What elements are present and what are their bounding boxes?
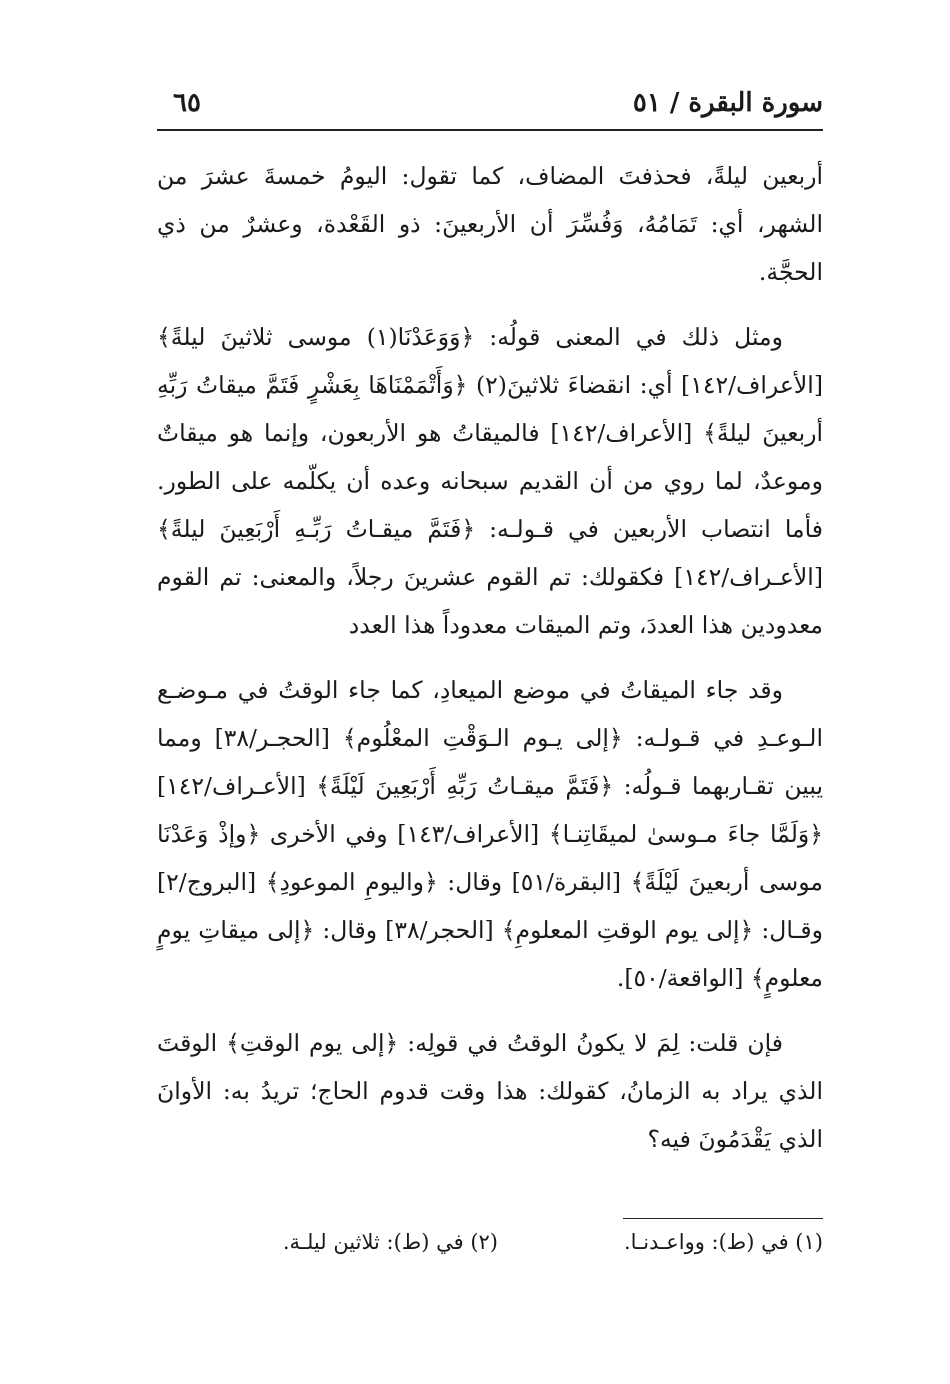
paragraph: أربعين ليلةً، فحذفتَ المضاف، كما تقول: اليومُ خمسةَ عشرَ من الشهر، أي: تَمَامُهُ، وَفُسِّرَ أن الأربعينَ: ذو القَعْدة، وعشرٌ من ذي الحجَّة. (157, 162, 823, 286)
header-divider (157, 129, 823, 131)
body-text (157, 152, 823, 1180)
paragraph: وقد جاء الميقاتُ في موضع الميعادِ، كما جاء الوقتُ في مـوضـع الـوعـدِ في قـولـه: ﴿إلى يـوم الـوَقْتِ المعْلُوم﴾ [الحجـر/٣٨] ومما يبين تقـاربهما قـولُه: ﴿فَتَمَّ ميقـاتُ رَبِّهِ أَرْبَعِينَ لَيْلَةً﴾ [الأعـراف/١٤٢] ﴿وَلَمَّا جاءَ مـوسىٰ لميقَاتِنـا﴾ [الأعراف/١٤٣] وفي الأخرى ﴿وإذْ وَعَدْنَا موسى أربعينَ لَيْلَةً﴾ [البقرة/٥١] وقال: ﴿واليومِ الموعودِ﴾ [البروج/٢] وقـال: ﴿إلى يوم الوقتِ المعلومِ﴾ [الحجر/٣٨] وقال: ﴿إلى ميقاتِ يومٍ معلومٍ﴾ [الواقعة/٥٠]. (157, 676, 823, 992)
page-number: ٦٥ (173, 88, 201, 118)
footnote-1: (١) في (ط): وواعـدنـا. (623, 1230, 823, 1254)
paragraph: ومثل ذلك في المعنى قولُه: ﴿وَوَعَدْنَا(١) موسى ثلاثينَ ليلةً﴾ [الأعراف/١٤٢] أي: انقضاءَ ثلاثينَ(٢) ﴿وَأَتْمَمْنَاهَا بِعَشْرٍ فَتَمَّ ميقاتُ رَبِّهِ أربعينَ ليلةً﴾ [الأعراف/١٤٢] فالميقاتُ هو الأربعون، وإنما هو ميقاتٌ وموعدٌ، لما روي من أن القديم سبحانه وعده أن يكلّمه على الطور. فأما انتصاب الأربعين في قـولـه: ﴿فَتَمَّ ميقـاتُ رَبِّـهِ أَرْبَعِينَ ليلةً﴾ [الأعـراف/١٤٢] فكقولك: تم القوم عشرينَ رجلاً، والمعنى: تم القوم معدودين هذا العددَ، وتم الميقات معدوداً هذا العدد (157, 323, 823, 639)
running-title: سورة البقرة / ٥١ (632, 88, 823, 118)
footnote-2: (٢) في (ط): ثلاثين ليلـة. (282, 1230, 498, 1254)
paragraph: فإن قلت: لِمَ لا يكونُ الوقتُ في قولِه: ﴿إلى يوم الوقتِ﴾ الوقتَ الذي يراد به الزمانُ، كقولك: هذا وقت قدوم الحاج؛ تريدُ به: الأوانَ الذي يَقْدَمُونَ فيه؟ (157, 1029, 823, 1153)
page-header (157, 88, 823, 128)
footnotes (157, 1230, 823, 1266)
footnote-divider (623, 1218, 823, 1219)
